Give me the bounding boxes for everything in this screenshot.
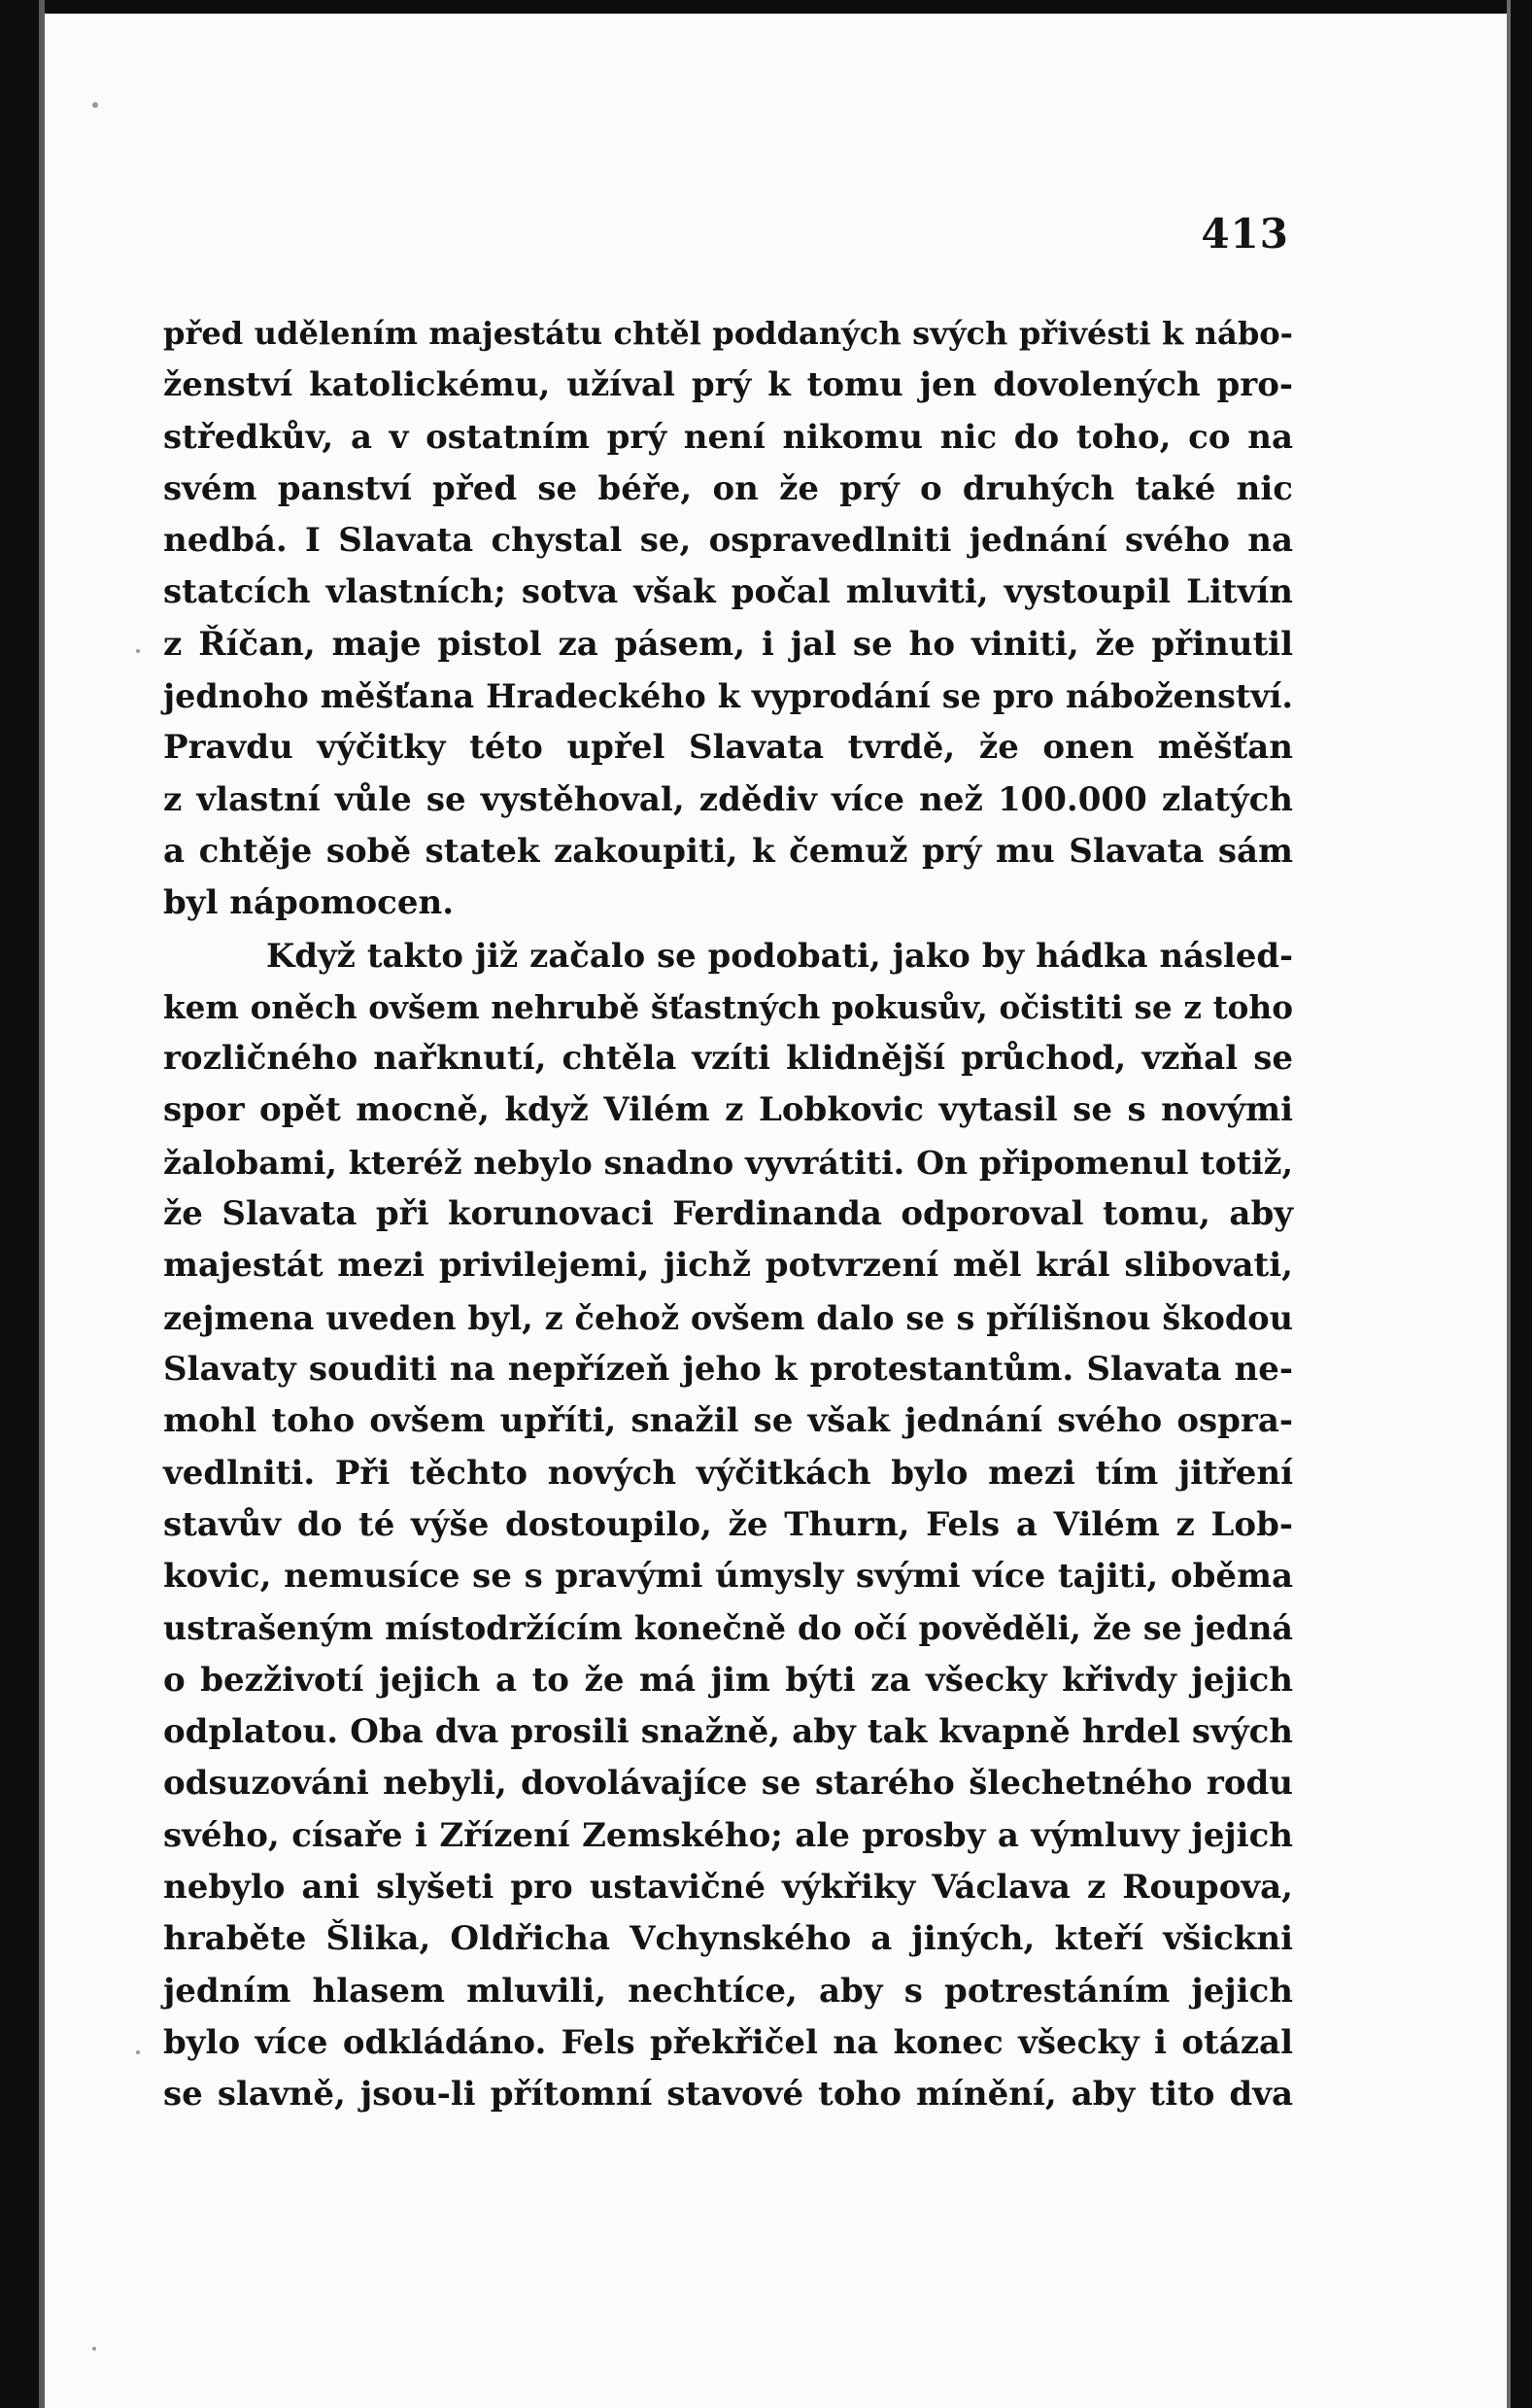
text-line: majestát mezi privilejemi, jichž potvrzení měl král slibovati, bbox=[163, 1246, 1293, 1286]
text-line: svého, císaře i Zřízení Zemského; ale prosby a výmluvy jejich bbox=[163, 1815, 1293, 1855]
scan-border-right bbox=[1511, 0, 1532, 2408]
text-line: Slavaty souditi na nepřízeň jeho k protestantům. Slavata ne- bbox=[163, 1349, 1293, 1389]
text-line: vedlniti. Při těchto nových výčitkách bylo mezi tím jitření bbox=[163, 1453, 1293, 1493]
text-line: žalobami, kteréž nebylo snadno vyvrátiti. On připomenul totiž, bbox=[163, 1143, 1293, 1182]
text-line: bylo více odkládáno. Fels překřičel na konec všecky i otázal bbox=[163, 2022, 1293, 2062]
page-number: 413 bbox=[1201, 210, 1289, 258]
text-line: ustrašeným místodržícím konečně do očí pověděli, že se jedná bbox=[163, 1609, 1293, 1648]
text-line: jedním hlasem mluvili, nechtíce, aby s potrestáním jejich bbox=[163, 1971, 1293, 2011]
text-line: že Slavata při korunovaci Ferdinanda odporoval tomu, aby bbox=[163, 1194, 1293, 1234]
text-line: nedbá. I Slavata chystal se, ospravedlniti jednání svého na bbox=[163, 521, 1293, 561]
text-line: středkův, a v ostatním prý není nikomu nic do toho, co na bbox=[163, 417, 1293, 457]
text-line: ženství katolickému, užíval prý k tomu jen dovolených pro- bbox=[163, 365, 1293, 405]
text-line: z vlastní vůle se vystěhoval, zdědiv více než 100.000 zlatých bbox=[163, 779, 1293, 819]
text-line: se slavně, jsou-li přítomní stavové toho mínění, aby tito dva bbox=[163, 2075, 1293, 2115]
text-line: kovic, nemusíce se s pravými úmysly svými více tajiti, oběma bbox=[163, 1557, 1293, 1597]
text-line: jednoho měšťana Hradeckého k vyprodání se pro náboženství. bbox=[163, 677, 1293, 716]
text-line: z Říčan, maje pistol za pásem, i jal se ho viniti, že přinutil bbox=[163, 624, 1293, 664]
text-line: stavův do té výše dostoupilo, že Thurn, Fels a Vilém z Lob- bbox=[163, 1504, 1293, 1544]
scan-border-top bbox=[0, 0, 1532, 14]
text-line: spor opět mocně, když Vilém z Lobkovic vytasil se s novými bbox=[163, 1090, 1293, 1130]
text-line: statcích vlastních; sotva však počal mluviti, vystoupil Litvín bbox=[163, 572, 1293, 612]
body-text bbox=[163, 308, 1293, 2120]
text-line: kem oněch ovšem nehrubě šťastných pokusův, očistiti se z toho bbox=[163, 987, 1293, 1026]
text-line: o bezživotí jejich a to že má jim býti za všecky křivdy jejich bbox=[163, 1660, 1293, 1700]
scan-speck bbox=[92, 2347, 96, 2351]
text-line: a chtěje sobě statek zakoupiti, k čemuž prý mu Slavata sám bbox=[163, 831, 1293, 871]
text-line: odplatou. Oba dva prosili snažně, aby tak kvapně hrdel svých bbox=[163, 1712, 1293, 1752]
scan-border-left-shadow bbox=[39, 0, 45, 2408]
text-line: nebylo ani slyšeti pro ustavičné výkřiky Václava z Roupova, bbox=[163, 1867, 1293, 1907]
text-line: před udělením majestátu chtěl poddaných svých přivésti k nábo- bbox=[163, 315, 1293, 352]
text-line: rozličného nařknutí, chtěla vzíti klidnější průchod, vzňal se bbox=[163, 1039, 1293, 1079]
text-line: hraběte Šlika, Oldřicha Vchynského a jiných, kteří všickni bbox=[163, 1919, 1293, 1959]
text-line: mohl toho ovšem upříti, snažil se však jednání svého ospra- bbox=[163, 1401, 1293, 1441]
text-line: svém panství před se béře, on že prý o druhých také nic bbox=[163, 468, 1293, 508]
scan-speck bbox=[136, 649, 140, 653]
scan-border-left bbox=[0, 0, 39, 2408]
text-line: byl nápomocen. bbox=[163, 883, 455, 923]
scan-speck bbox=[136, 2050, 140, 2054]
text-line: Když takto již začalo se podobati, jako by hádka násled- bbox=[266, 935, 1293, 975]
scan-border-right-shadow bbox=[1507, 0, 1511, 2408]
scan-speck bbox=[92, 102, 98, 108]
text-line: odsuzováni nebyli, dovolávajíce se starého šlechetného rodu bbox=[163, 1764, 1293, 1804]
text-line: zejmena uveden byl, z čehož ovšem dalo se s přílišnou škodou bbox=[163, 1298, 1293, 1337]
text-line: Pravdu výčitky této upřel Slavata tvrdě, že onen měšťan bbox=[163, 728, 1293, 768]
